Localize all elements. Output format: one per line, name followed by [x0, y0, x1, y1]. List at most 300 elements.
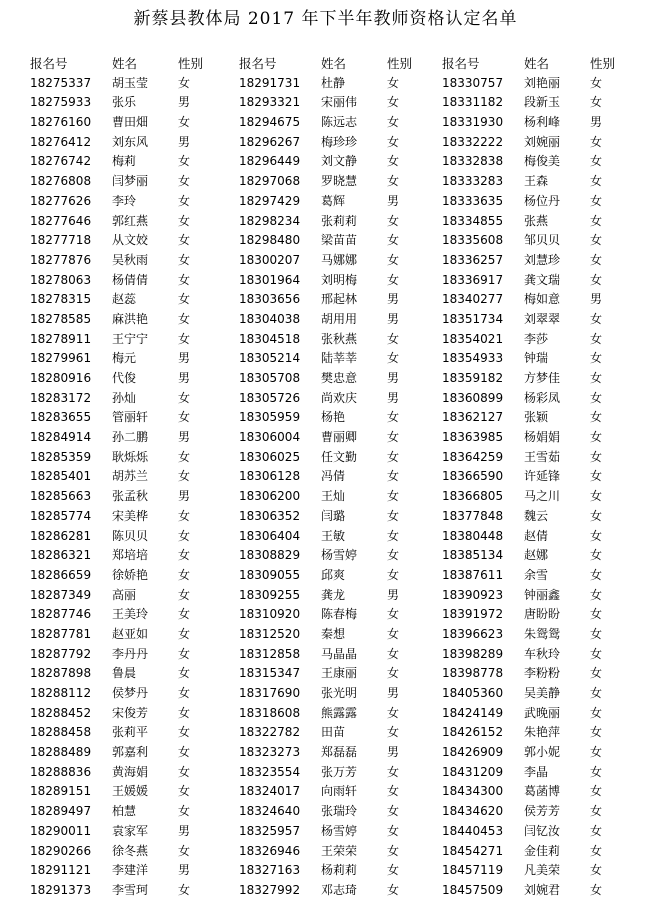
registration-number: 18457119: [442, 863, 504, 878]
table-row: [442, 271, 651, 291]
table-row: [442, 625, 651, 645]
applicant-name: 杨莉莉: [321, 863, 358, 878]
applicant-name: 徐冬燕: [112, 843, 149, 858]
applicant-gender: 女: [178, 725, 191, 740]
applicant-name: 张秋燕: [321, 331, 358, 346]
table-row: [442, 487, 651, 507]
registration-number: 18440453: [442, 823, 504, 838]
table-row: [442, 251, 651, 271]
table-row: [30, 507, 240, 527]
applicant-name: 杜静: [321, 75, 346, 90]
registration-number: 18434300: [442, 784, 504, 799]
table-row: [442, 802, 651, 822]
applicant-gender: 男: [387, 193, 400, 208]
table-row: [30, 74, 240, 94]
table-row: [442, 546, 651, 566]
table-row: [30, 330, 240, 350]
applicant-name: 杨倩倩: [112, 272, 149, 287]
registration-number: 18283172: [30, 390, 92, 405]
table-row: [239, 408, 449, 428]
applicant-gender: 女: [590, 882, 603, 897]
registration-number: 18276412: [30, 134, 92, 149]
table-row: [30, 133, 240, 153]
table-row: [30, 782, 240, 802]
registration-number: 18287349: [30, 587, 92, 602]
applicant-gender: 女: [590, 784, 603, 799]
applicant-gender: 女: [590, 410, 603, 425]
applicant-name: 钟丽鑫: [524, 587, 561, 602]
applicant-gender: 女: [590, 646, 603, 661]
column-header-row: [442, 54, 651, 74]
registration-number: 18391972: [442, 607, 504, 622]
registration-number: 18289497: [30, 804, 92, 819]
registration-number: 18312520: [239, 626, 301, 641]
registration-number: 18288836: [30, 764, 92, 779]
applicant-name: 李建洋: [112, 863, 149, 878]
registration-number: 18298480: [239, 233, 301, 248]
applicant-name: 李粉粉: [524, 666, 561, 681]
registration-number: 18278911: [30, 331, 92, 346]
applicant-gender: 女: [590, 331, 603, 346]
applicant-name: 李莎: [524, 331, 549, 346]
applicant-gender: 女: [178, 804, 191, 819]
table-row: [442, 330, 651, 350]
applicant-name: 段新玉: [524, 95, 561, 110]
registration-number: 18312858: [239, 646, 301, 661]
applicant-gender: 女: [590, 154, 603, 169]
applicant-gender: 女: [178, 508, 191, 523]
applicant-name: 赵倩: [524, 528, 549, 543]
applicant-name: 杨利峰: [524, 115, 561, 130]
registration-number: 18305708: [239, 371, 301, 385]
table-row: [239, 448, 449, 468]
registration-number: 18304038: [239, 311, 301, 326]
applicant-gender: 女: [387, 626, 400, 641]
table-row: [239, 192, 449, 212]
table-row: [442, 605, 651, 625]
registration-number: 18385134: [442, 548, 504, 563]
table-row: [239, 743, 449, 763]
applicant-gender: 女: [387, 430, 400, 445]
applicant-gender: 男: [178, 134, 191, 149]
table-row: [442, 684, 651, 704]
registration-number: 18304518: [239, 331, 301, 346]
table-row: [30, 487, 240, 507]
applicant-name: 邓志琦: [321, 882, 358, 897]
applicant-name: 陆莘莘: [321, 351, 358, 366]
registration-number: 18300207: [239, 252, 301, 267]
table-row: [442, 349, 651, 369]
registration-number: 18278585: [30, 311, 92, 326]
table-row: [30, 152, 240, 172]
applicant-name: 李玲: [112, 193, 137, 208]
applicant-name: 刘明梅: [321, 272, 358, 287]
table-row: [442, 566, 651, 586]
applicant-gender: 女: [590, 745, 603, 760]
table-row: [30, 842, 240, 862]
registration-number: 18380448: [442, 528, 504, 543]
applicant-gender: 女: [590, 371, 603, 385]
table-row: [239, 330, 449, 350]
applicant-name: 武晚丽: [524, 705, 561, 720]
applicant-name: 黄海娟: [112, 764, 149, 779]
registration-number: 18296449: [239, 154, 301, 169]
registration-number: 18333635: [442, 193, 504, 208]
registration-number: 18359182: [442, 371, 504, 385]
table-row: [30, 290, 240, 310]
applicant-name: 徐娇艳: [112, 567, 149, 582]
table-row: [30, 231, 240, 251]
registration-number: 18276808: [30, 174, 92, 189]
table-row: [239, 861, 449, 881]
table-row: [442, 152, 651, 172]
table-row: [442, 310, 651, 330]
applicant-gender: 女: [387, 252, 400, 267]
registration-number: 18306352: [239, 508, 301, 523]
applicant-name: 赵蕊: [112, 292, 137, 307]
applicant-gender: 男: [178, 489, 191, 504]
table-row: [30, 566, 240, 586]
applicant-gender: 女: [590, 705, 603, 720]
table-row: [442, 408, 651, 428]
applicant-name: 王敏: [321, 528, 346, 543]
applicant-name: 龚文瑞: [524, 272, 561, 287]
applicant-gender: 女: [590, 95, 603, 110]
registration-number: 18434620: [442, 804, 504, 819]
registration-number: 18289151: [30, 784, 92, 799]
applicant-name: 袁家军: [112, 823, 149, 838]
table-row: [239, 428, 449, 448]
header-sex: 性别: [387, 56, 413, 71]
table-row: [442, 172, 651, 192]
applicant-name: 郑培培: [112, 548, 149, 563]
registration-number: 18278315: [30, 292, 92, 307]
table-row: [442, 723, 651, 743]
applicant-name: 金佳莉: [524, 843, 561, 858]
registration-number: 18366805: [442, 489, 504, 504]
table-row: [442, 74, 651, 94]
applicant-name: 耿烁烁: [112, 449, 149, 464]
header-sex: 性别: [178, 56, 204, 71]
applicant-name: 从文姣: [112, 233, 149, 248]
applicant-name: 张万芳: [321, 764, 358, 779]
table-row: [30, 586, 240, 606]
applicant-gender: 女: [387, 528, 400, 543]
applicant-name: 郑磊磊: [321, 745, 358, 760]
applicant-name: 张燕: [524, 213, 549, 228]
table-row: [442, 881, 651, 901]
registration-number: 18398289: [442, 646, 504, 661]
registration-number: 18291373: [30, 882, 92, 897]
applicant-gender: 女: [178, 331, 191, 346]
applicant-name: 张莉平: [112, 725, 149, 740]
table-row: [30, 212, 240, 232]
applicant-name: 麻洪艳: [112, 311, 149, 326]
table-row: [442, 290, 651, 310]
applicant-name: 梅莉: [112, 154, 137, 169]
table-row: [239, 349, 449, 369]
table-row: [239, 684, 449, 704]
applicant-name: 刘艳丽: [524, 75, 561, 90]
registration-number: 18286659: [30, 567, 92, 582]
applicant-gender: 女: [590, 351, 603, 366]
applicant-name: 魏云: [524, 508, 549, 523]
applicant-gender: 女: [178, 686, 191, 700]
registration-number: 18277646: [30, 213, 92, 228]
applicant-gender: 女: [178, 311, 191, 326]
table-row: [239, 113, 449, 133]
applicant-gender: 女: [178, 213, 191, 228]
applicant-gender: 女: [387, 725, 400, 740]
table-row: [239, 487, 449, 507]
applicant-name: 龚龙: [321, 587, 346, 602]
applicant-gender: 女: [590, 508, 603, 523]
applicant-name: 梅珍珍: [321, 134, 358, 149]
applicant-name: 胡玉莹: [112, 75, 149, 90]
applicant-name: 樊忠意: [321, 371, 358, 385]
registration-number: 18301964: [239, 272, 301, 287]
applicant-name: 任文勤: [321, 449, 358, 464]
applicant-name: 王宁宁: [112, 331, 149, 346]
applicant-gender: 女: [178, 626, 191, 641]
table-row: [30, 527, 240, 547]
applicant-name: 高丽: [112, 587, 137, 602]
applicant-gender: 女: [387, 174, 400, 189]
registration-number: 18309055: [239, 567, 301, 582]
applicant-gender: 女: [590, 75, 603, 90]
applicant-name: 凡美荣: [524, 863, 561, 878]
applicant-gender: 女: [178, 292, 191, 307]
registration-number: 18290011: [30, 823, 92, 838]
applicant-name: 邹贝贝: [524, 233, 561, 248]
table-row: [30, 251, 240, 271]
applicant-name: 王灿: [321, 489, 346, 504]
registration-number: 18291121: [30, 863, 92, 878]
registration-number: 18287898: [30, 666, 92, 681]
applicant-gender: 女: [178, 449, 191, 464]
applicant-name: 冯倩: [321, 469, 346, 484]
applicant-gender: 女: [590, 272, 603, 287]
applicant-gender: 男: [387, 745, 400, 760]
applicant-gender: 男: [178, 95, 191, 110]
applicant-gender: 女: [178, 764, 191, 779]
registration-number: 18377848: [442, 508, 504, 523]
applicant-name: 胡用用: [321, 311, 358, 326]
applicant-name: 朱艳萍: [524, 725, 561, 740]
table-row: [239, 290, 449, 310]
table-row: [239, 842, 449, 862]
applicant-name: 王媛媛: [112, 784, 149, 799]
registration-number: 18331182: [442, 95, 504, 110]
registration-number: 18285663: [30, 489, 92, 504]
table-row: [30, 743, 240, 763]
table-row: [239, 605, 449, 625]
applicant-name: 向雨轩: [321, 784, 358, 799]
registration-number: 18363985: [442, 430, 504, 445]
table-row: [442, 586, 651, 606]
applicant-name: 宋丽伟: [321, 95, 358, 110]
applicant-name: 梅俊美: [524, 154, 561, 169]
table-row: [239, 802, 449, 822]
registration-number: 18318608: [239, 705, 301, 720]
registration-number: 18297068: [239, 174, 301, 189]
applicant-name: 鲁晨: [112, 666, 137, 681]
applicant-gender: 女: [387, 882, 400, 897]
applicant-name: 柏慧: [112, 804, 137, 819]
table-row: [30, 763, 240, 783]
table-row: [30, 664, 240, 684]
registration-number: 18276742: [30, 154, 92, 169]
table-row: [30, 704, 240, 724]
registration-number: 18306025: [239, 449, 301, 464]
table-row: [442, 93, 651, 113]
table-row: [442, 467, 651, 487]
applicant-name: 刘文静: [321, 154, 358, 169]
table-row: [442, 645, 651, 665]
applicant-gender: 女: [590, 626, 603, 641]
table-row: [239, 231, 449, 251]
header-name: 姓名: [524, 56, 550, 71]
registration-number: 18317690: [239, 686, 301, 700]
applicant-name: 马娜娜: [321, 252, 358, 267]
applicant-name: 赵亚如: [112, 626, 149, 641]
applicant-gender: 女: [178, 174, 191, 189]
table-row: [239, 881, 449, 901]
applicant-gender: 男: [387, 292, 400, 307]
applicant-gender: 女: [387, 154, 400, 169]
applicant-name: 罗晓慧: [321, 174, 358, 189]
applicant-name: 唐盼盼: [524, 607, 561, 622]
applicant-gender: 女: [178, 390, 191, 405]
applicant-gender: 女: [178, 252, 191, 267]
applicant-gender: 男: [178, 371, 191, 385]
applicant-gender: 女: [387, 646, 400, 661]
applicant-name: 杨娟娟: [524, 430, 561, 445]
applicant-gender: 女: [387, 823, 400, 838]
applicant-gender: 男: [178, 351, 191, 366]
applicant-name: 闫璐: [321, 508, 346, 523]
applicant-gender: 女: [590, 804, 603, 819]
table-row: [239, 782, 449, 802]
registration-number: 18334855: [442, 213, 504, 228]
registration-number: 18324017: [239, 784, 301, 799]
registration-number: 18287792: [30, 646, 92, 661]
registration-number: 18296267: [239, 134, 301, 149]
registration-number: 18285359: [30, 449, 92, 464]
applicant-gender: 女: [178, 75, 191, 90]
applicant-gender: 女: [387, 567, 400, 582]
registration-number: 18405360: [442, 686, 504, 700]
applicant-name: 李晶: [524, 764, 549, 779]
registration-number: 18305726: [239, 390, 301, 405]
registration-number: 18396623: [442, 626, 504, 641]
applicant-gender: 女: [590, 863, 603, 878]
applicant-gender: 男: [590, 115, 603, 130]
table-row: [239, 310, 449, 330]
table-row: [239, 822, 449, 842]
applicant-name: 刘婉丽: [524, 134, 561, 149]
applicant-name: 葛菡博: [524, 784, 561, 799]
applicant-gender: 女: [178, 567, 191, 582]
registration-number: 18354021: [442, 331, 504, 346]
applicant-name: 朱鸳鸳: [524, 626, 561, 641]
applicant-name: 杨位丹: [524, 193, 561, 208]
applicant-gender: 女: [387, 272, 400, 287]
table-row: [30, 645, 240, 665]
applicant-gender: 男: [387, 371, 400, 385]
applicant-gender: 男: [178, 863, 191, 878]
registration-number: 18335608: [442, 233, 504, 248]
registration-number: 18305214: [239, 351, 301, 366]
registration-number: 18332838: [442, 154, 504, 169]
table-row: [239, 251, 449, 271]
applicant-name: 曹丽卿: [321, 430, 358, 445]
applicant-name: 梅元: [112, 351, 137, 366]
table-row: [30, 802, 240, 822]
roster-column-1: [30, 54, 240, 901]
registration-number: 18288489: [30, 745, 92, 760]
table-row: [239, 723, 449, 743]
table-row: [239, 389, 449, 409]
header-sex: 性别: [590, 56, 616, 71]
applicant-gender: 女: [590, 489, 603, 504]
registration-number: 18278063: [30, 272, 92, 287]
applicant-gender: 女: [178, 784, 191, 799]
registration-number: 18280916: [30, 371, 92, 385]
registration-number: 18362127: [442, 410, 504, 425]
table-row: [442, 822, 651, 842]
table-row: [30, 408, 240, 428]
registration-number: 18426152: [442, 725, 504, 740]
registration-number: 18324640: [239, 804, 301, 819]
registration-number: 18327163: [239, 863, 301, 878]
applicant-name: 王雪茹: [524, 449, 561, 464]
registration-number: 18331930: [442, 115, 504, 130]
registration-number: 18323273: [239, 745, 301, 760]
applicant-gender: 女: [178, 666, 191, 681]
applicant-name: 刘翠翠: [524, 311, 561, 326]
applicant-name: 张孟秋: [112, 489, 149, 504]
applicant-name: 张光明: [321, 686, 358, 700]
table-row: [239, 704, 449, 724]
applicant-name: 侯梦丹: [112, 686, 149, 700]
table-row: [30, 684, 240, 704]
applicant-gender: 女: [590, 469, 603, 484]
registration-number: 18454271: [442, 843, 504, 858]
registration-number: 18322782: [239, 725, 301, 740]
registration-number: 18291731: [239, 75, 301, 90]
registration-number: 18306128: [239, 469, 301, 484]
applicant-gender: 女: [387, 508, 400, 523]
registration-number: 18298234: [239, 213, 301, 228]
applicant-gender: 女: [387, 95, 400, 110]
applicant-name: 管丽轩: [112, 410, 149, 425]
table-row: [442, 369, 651, 389]
applicant-name: 王森: [524, 174, 549, 189]
header-name: 姓名: [321, 56, 347, 71]
applicant-name: 赵娜: [524, 548, 549, 563]
registration-number: 18277626: [30, 193, 92, 208]
table-row: [442, 192, 651, 212]
table-row: [239, 586, 449, 606]
table-row: [30, 192, 240, 212]
registration-number: 18310920: [239, 607, 301, 622]
applicant-name: 孙二鹏: [112, 430, 149, 445]
applicant-name: 宋俊芳: [112, 705, 149, 720]
registration-number: 18390923: [442, 587, 504, 602]
table-row: [30, 822, 240, 842]
applicant-gender: 女: [387, 784, 400, 799]
